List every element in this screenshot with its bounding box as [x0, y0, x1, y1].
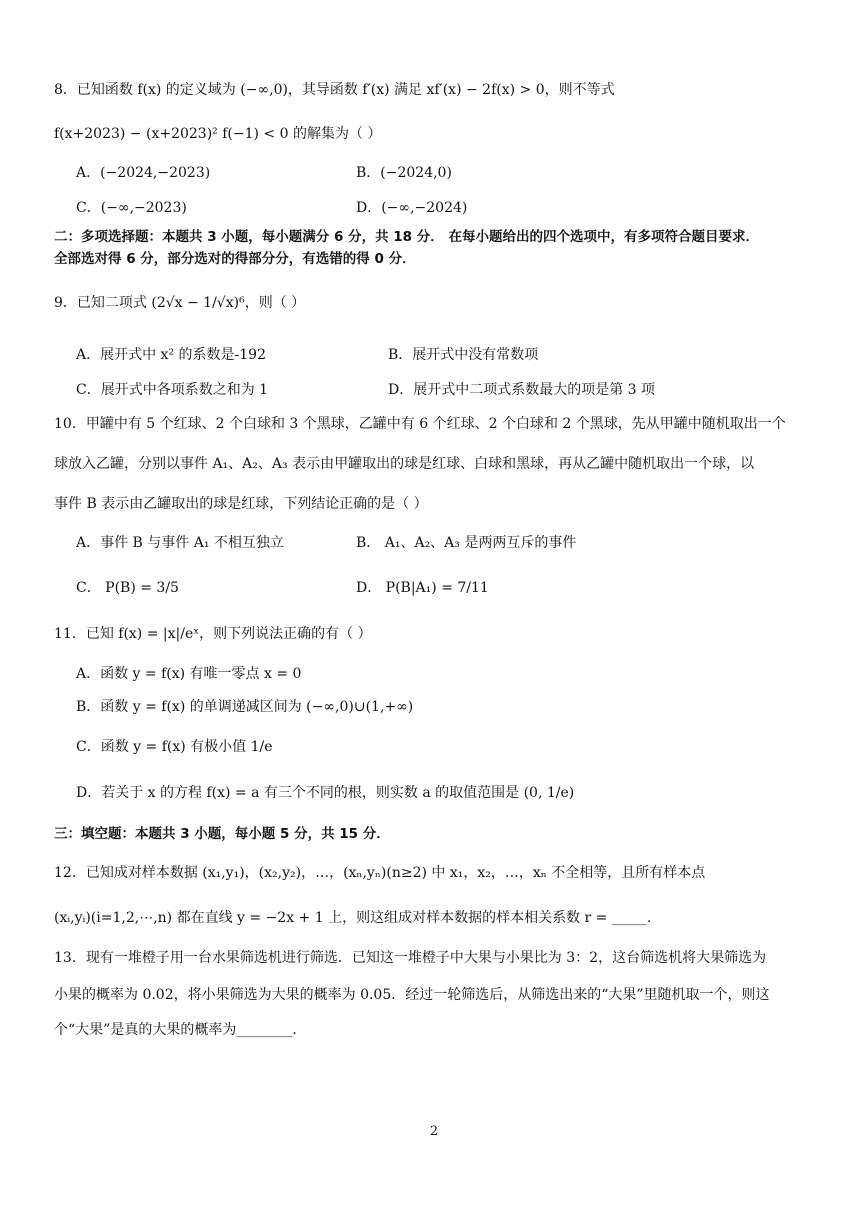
q10-stem-line2: 球放入乙罐，分别以事件 A₁、A₂、A₃ 表示由甲罐取出的球是红球、白球和黑球，再从乙罐中随机取出一个球，以: [54, 456, 755, 472]
page-number: 2: [429, 1124, 439, 1139]
q11-option-c: C．函数 y = f(x) 有极小值 1/e: [76, 739, 273, 755]
q8-option-d: D．(−∞,−2024): [356, 200, 468, 216]
q8-stem-line2: f(x+2023) − (x+2023)² f(−1) < 0 的解集为（ ）: [54, 126, 382, 142]
q13-stem-line1: 13．现有一堆橙子用一台水果筛选机进行筛选．已知这一堆橙子中大果与小果比为 3：2，这台筛选机将大果筛选为: [54, 950, 767, 966]
q10-option-c: C． P(B) = 3/5: [76, 580, 179, 596]
q9-option-c: C．展开式中各项系数之和为 1: [76, 382, 269, 398]
q11-stem: 11．已知 f(x) = |x|/eˣ，则下列说法正确的有（ ）: [54, 626, 372, 642]
q9-option-d: D．展开式中二项式系数最大的项是第 3 项: [388, 382, 656, 398]
q10-option-a: A．事件 B 与事件 A₁ 不相互独立: [76, 535, 284, 551]
section2-heading-line2: 全部选对得 6 分，部分选对的得部分分，有选错的得 0 分．: [54, 251, 416, 267]
q8-option-c: C．(−∞,−2023): [76, 200, 187, 216]
q8-option-a: A．(−2024,−2023): [76, 165, 211, 181]
q11-option-d: D．若关于 x 的方程 f(x) = a 有三个不同的根，则实数 a 的取值范围是 (0, 1/e): [76, 785, 575, 801]
q9-option-b: B．展开式中没有常数项: [388, 347, 539, 363]
q12-stem-line1: 12．已知成对样本数据 (x₁,y₁)，(x₂,y₂)，…，(xₙ,yₙ)(n≥2) 中 x₁，x₂，…，xₙ 不全相等，且所有样本点: [54, 865, 706, 881]
q13-stem-line3: 个“大果”是真的大果的概率为________.: [54, 1022, 297, 1038]
q10-stem-line1: 10．甲罐中有 5 个红球、2 个白球和 3 个黑球，乙罐中有 6 个红球、2 个白球和 2 个黑球，先从甲罐中随机取出一个: [54, 416, 786, 432]
section3-heading: 三：填空题：本题共 3 小题，每小题 5 分，共 15 分．: [54, 826, 390, 842]
q9-option-a: A．展开式中 x² 的系数是-192: [76, 347, 266, 363]
section2-heading-line1: 二：多项选择题：本题共 3 小题，每小题满分 6 分，共 18 分． 在每小题给出的四个选项中，有多项符合题目要求．: [54, 229, 759, 245]
q9-stem: 9．已知二项式 (2√x − 1/√x)⁶，则（ ）: [54, 295, 306, 311]
q13-stem-line2: 小果的概率为 0.02，将小果筛选为大果的概率为 0.05．经过一轮筛选后，从筛选出来的“大果”里随机取一个，则这: [54, 987, 770, 1003]
q8-option-b: B．(−2024,0): [356, 165, 452, 181]
q12-stem-line2: (xᵢ,yᵢ)(i=1,2,⋯,n) 都在直线 y = −2x + 1 上，则这组成对样本数据的样本相关系数 r = _____.: [54, 910, 652, 926]
q10-option-d: D． P(B|A₁) = 7/11: [356, 580, 489, 596]
q8-stem-line1: 8．已知函数 f(x) 的定义域为 (−∞,0)，其导函数 f′(x) 满足 xf′(x) − 2f(x) > 0，则不等式: [54, 82, 615, 98]
q10-option-b: B． A₁、A₂、A₃ 是两两互斥的事件: [356, 535, 577, 551]
q11-option-b: B．函数 y = f(x) 的单调递减区间为 (−∞,0)∪(1,+∞): [76, 699, 414, 715]
q11-option-a: A．函数 y = f(x) 有唯一零点 x = 0: [76, 666, 302, 682]
q10-stem-line3: 事件 B 表示由乙罐取出的球是红球，下列结论正确的是（ ）: [54, 496, 428, 512]
